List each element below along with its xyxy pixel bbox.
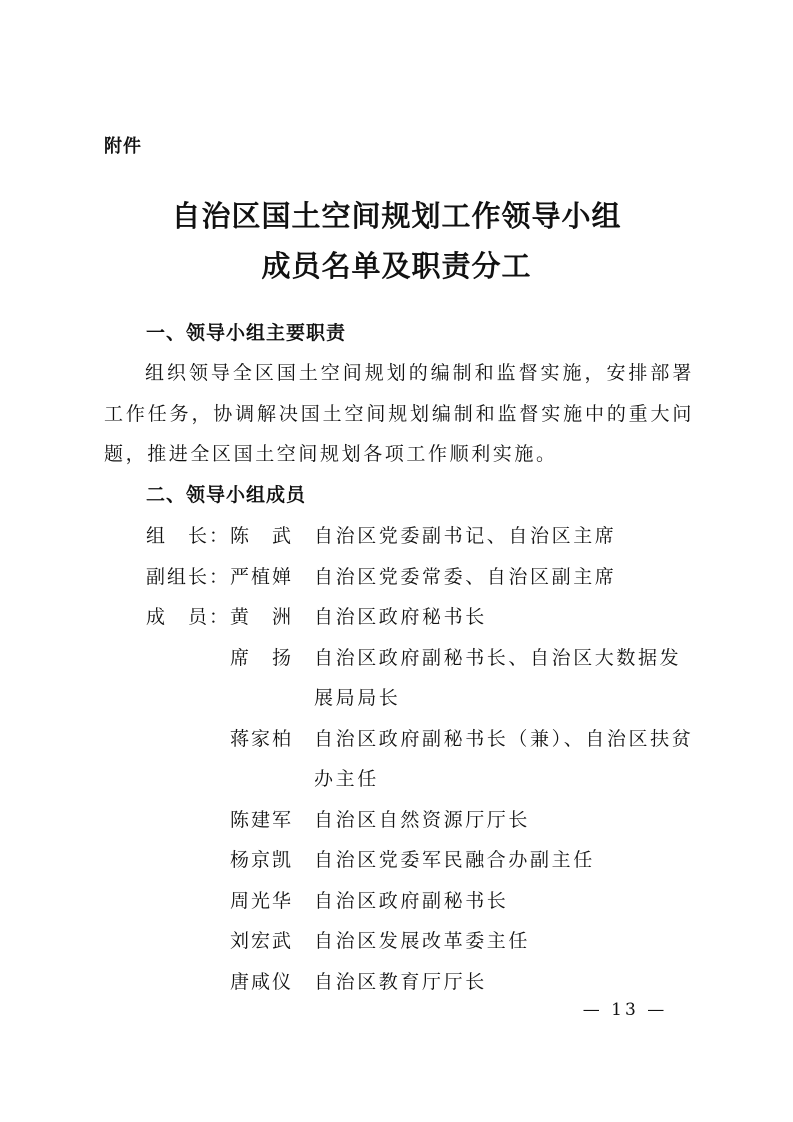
attachment-label: 附件 (104, 136, 142, 157)
member-position: 自治区政府秘书长 (314, 606, 487, 628)
member-name: 陈建军 (230, 808, 294, 831)
member-name: 陈 武 (230, 525, 294, 547)
section-heading-responsibilities: 一、领导小组主要职责 (146, 322, 347, 344)
member-name: 刘宏武 (230, 930, 294, 952)
member-position: 自治区党委军民融合办副主任 (314, 849, 595, 871)
responsibilities-paragraph: 组织领导全区国土空间规划的编制和监督实施，安排部署工作任务，协调解决国土空间规划编制和监督实施中的重大问题，推进全区国土空间规划各项工作顺利实施。 (104, 362, 694, 465)
document-title-line-2: 成员名单及职责分工 (261, 249, 532, 283)
member-role: 成 员： (146, 606, 231, 628)
member-position: 自治区政府副秘书长 (314, 889, 509, 912)
document-title-line-1: 自治区国土空间规划工作领导小组 (171, 199, 622, 233)
member-name: 周光华 (230, 889, 294, 912)
member-name: 蒋家柏 (230, 727, 294, 750)
member-position: 自治区自然资源厅厅长 (314, 808, 531, 831)
member-position: 自治区政府副秘书长（兼）、自治区扶贫办主任 (314, 727, 694, 790)
member-role: 组 长： (146, 525, 231, 547)
member-name: 席 扬 (230, 646, 294, 669)
member-name: 严植婵 (230, 565, 294, 588)
member-position: 自治区教育厅厅长 (314, 970, 487, 993)
member-name: 唐咸仪 (230, 970, 294, 993)
section-heading-members: 二、领导小组成员 (146, 484, 307, 506)
member-position: 自治区党委副书记、自治区主席 (314, 525, 617, 547)
member-name: 黄 洲 (230, 606, 294, 628)
page-number: — 13 — (582, 1000, 668, 1020)
member-role: 副组长： (146, 565, 231, 588)
member-position: 自治区政府副秘书长、自治区大数据发展局局长 (314, 646, 682, 709)
member-position: 自治区发展改革委主任 (314, 930, 531, 952)
member-name: 杨京凯 (230, 849, 294, 871)
member-position: 自治区党委常委、自治区副主席 (314, 565, 617, 588)
